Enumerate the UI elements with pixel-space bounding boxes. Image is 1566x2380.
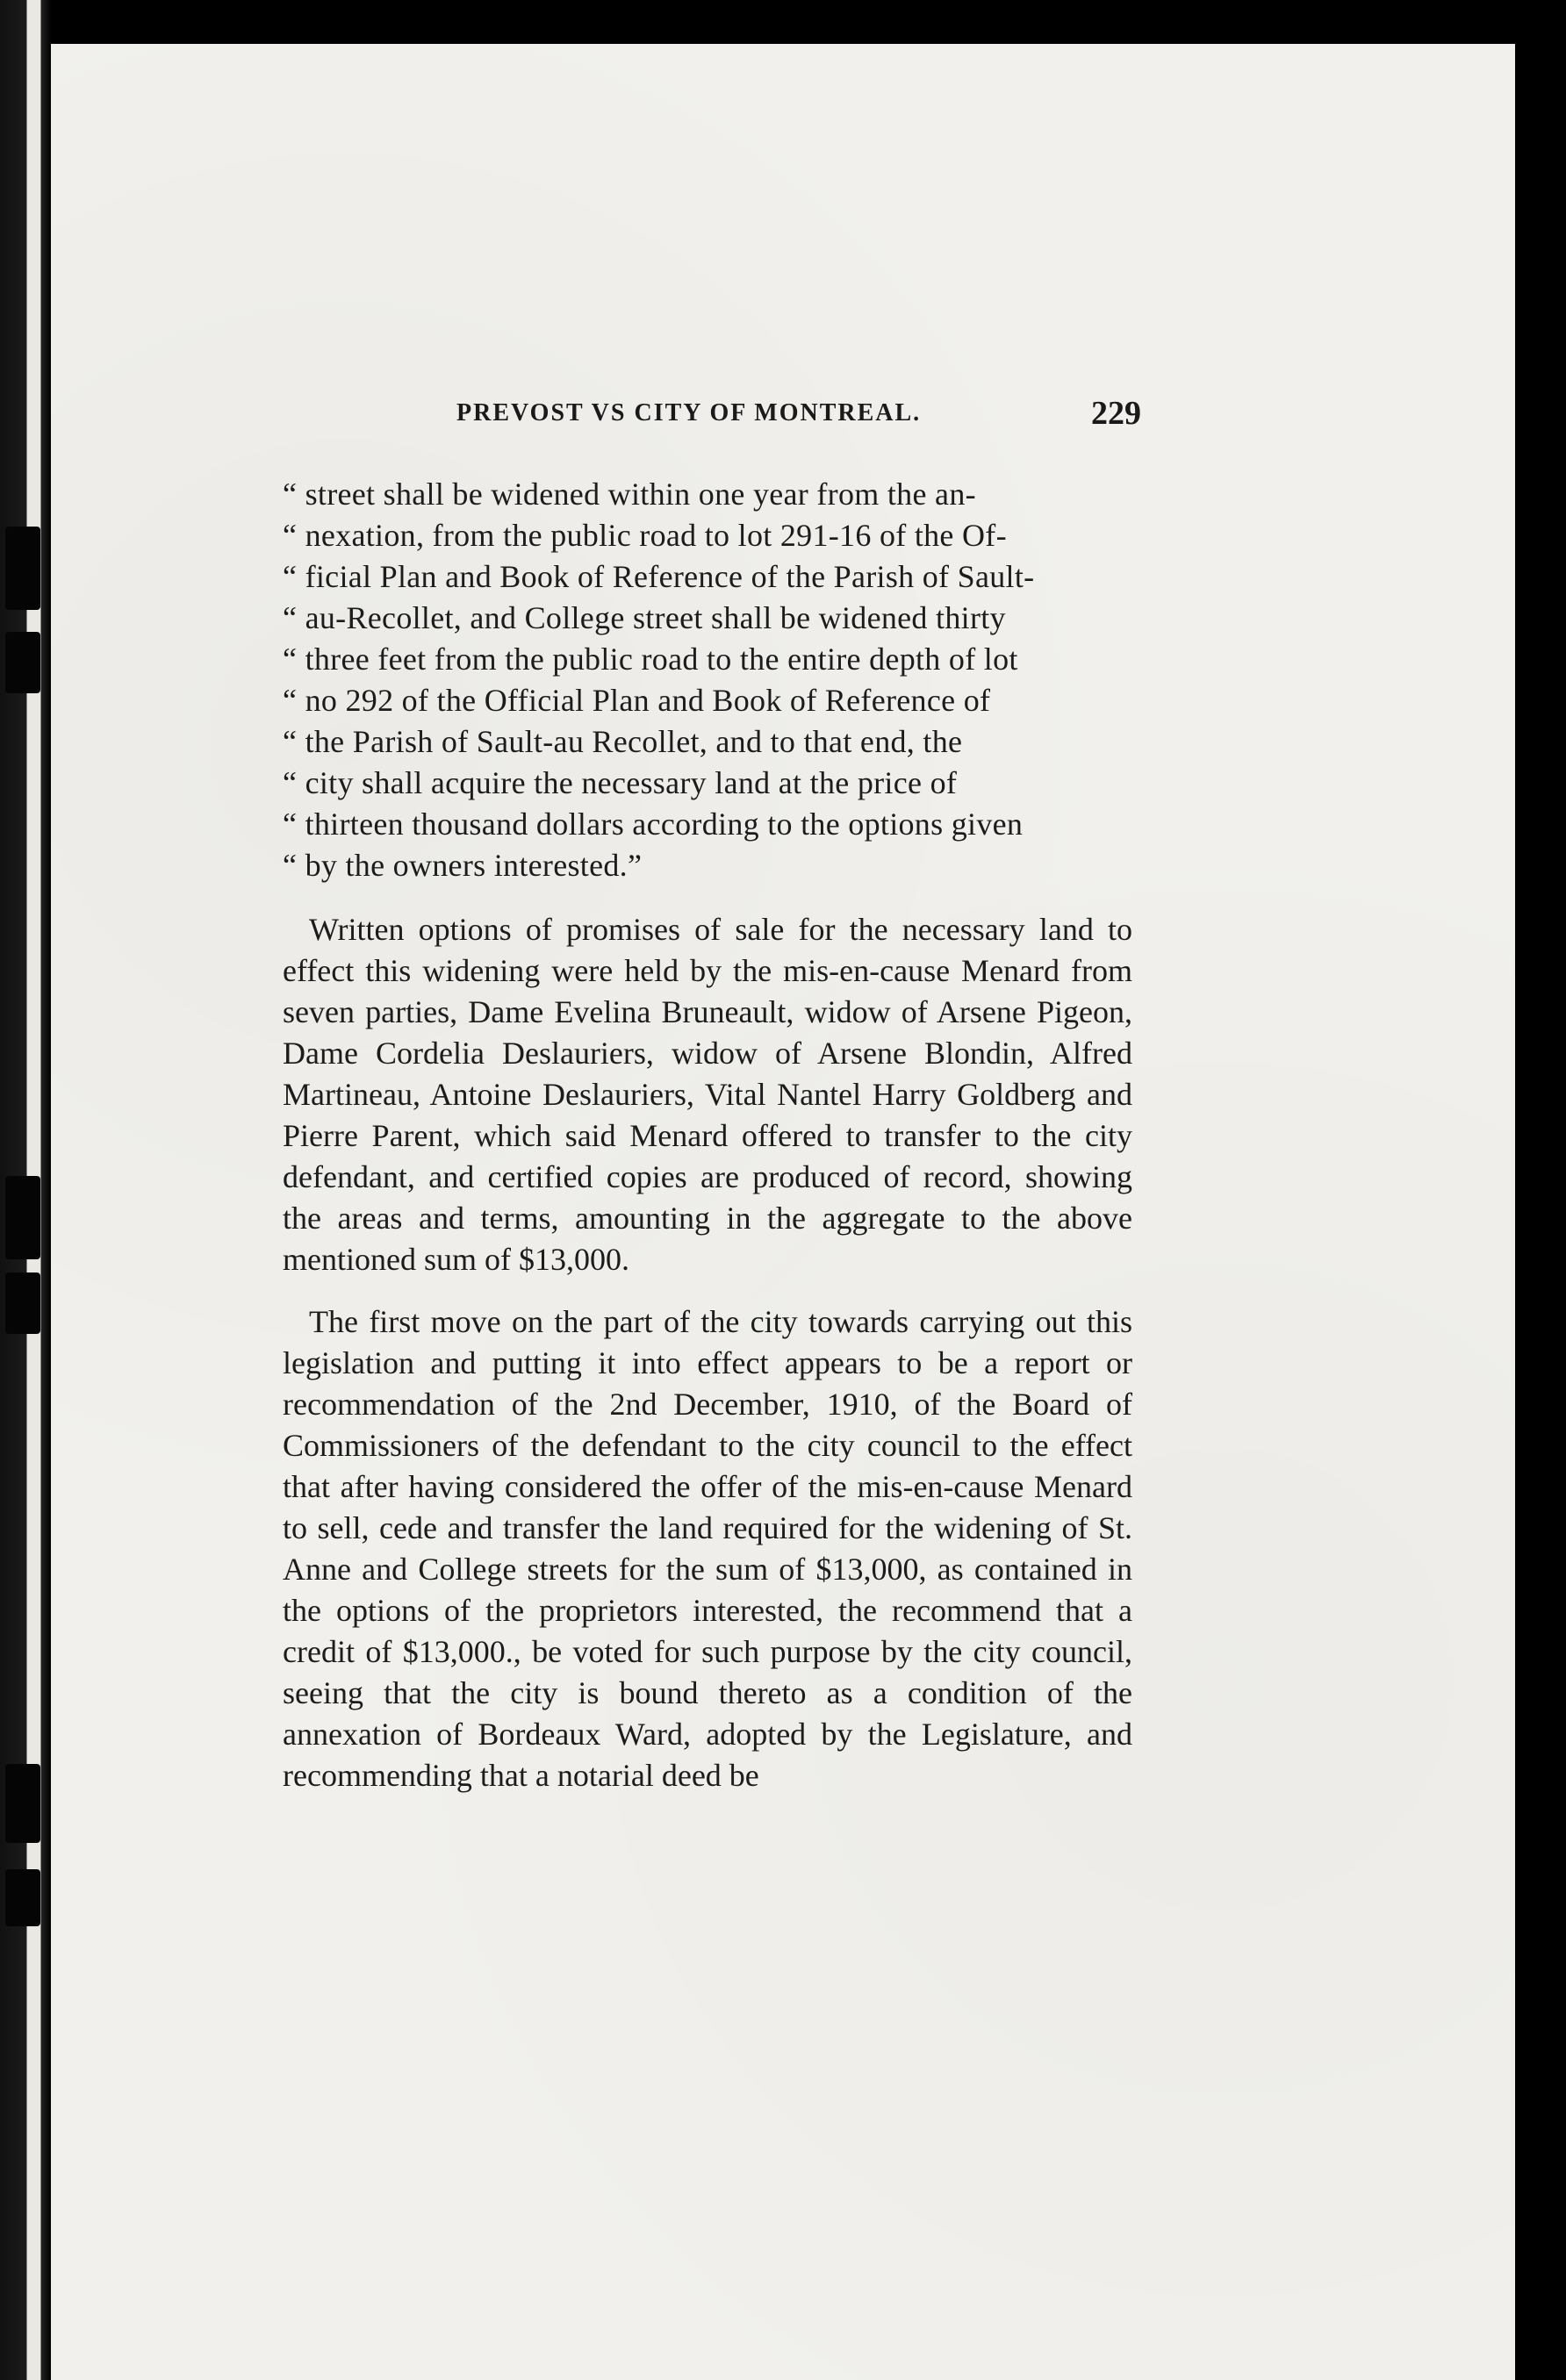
- quoted-statute-block: [283, 474, 1132, 886]
- quote-line: “ nexation, from the public road to lot 291-16 of the Of-: [283, 518, 1007, 553]
- binding-mark: [5, 632, 40, 693]
- paragraph-first-move: The first move on the part of the city towards carrying out this legislation and putting it into effect appears to be a report or recommendation of the 2nd December, 1910, of the Board of Commissioners of the defendant to the city council to the effect that after having considered the offer of the mis-en-cause Menard to sell, cede and transfer the land required for the widening of St. Anne and College streets for the sum of $13,000, as contained in the options of the proprietors interested, the recommend that a credit of $13,000., be voted for such purpose by the city council, seeing that the city is bound thereto as a condition of the annexation of Bordeaux Ward, adopted by the Legislature, and recommending that a notarial deed be: [283, 1304, 1132, 1793]
- quote-line: “ ficial Plan and Book of Reference of the Parish of Sault-: [283, 559, 1035, 594]
- running-head: PREVOST VS CITY OF MONTREAL.: [456, 399, 922, 427]
- quote-line: “ thirteen thousand dollars according to the options given: [283, 806, 1024, 842]
- binding-mark: [5, 1176, 40, 1259]
- quote-line: “ city shall acquire the necessary land at the price of: [283, 765, 958, 800]
- quote-line: “ three feet from the public road to the entire depth of lot: [283, 642, 1018, 677]
- binding-mark: [5, 1272, 40, 1334]
- quote-line: “ street shall be widened within one year from the an-: [283, 477, 976, 512]
- quote-line: “ the Parish of Sault-au Recollet, and to that end, the: [283, 724, 963, 759]
- binding-mark: [5, 1869, 40, 1926]
- page-number: 229: [1091, 395, 1141, 432]
- binding-mark: [5, 1764, 40, 1843]
- binding-mark: [5, 527, 40, 610]
- paragraph-written-options: Written options of promises of sale for the necessary land to effect this widening were held by the mis-en-cause Menard from seven parties, Dame Evelina Bruneault, widow of Arsene Pigeon, Dame Cordelia Deslauriers, widow of Arsene Blondin, Alfred Martineau, Antoine Deslauriers, Vital Nantel Harry Goldberg and Pierre Parent, which said Menard offered to transfer to the city defendant, and certified copies are produced of record, showing the areas and terms, amounting in the aggregate to the above mentioned sum of $13,000.: [283, 912, 1132, 1277]
- quote-line: “ au-Recollet, and College street shall be widened thirty: [283, 600, 1006, 635]
- quote-line: “ no 292 of the Official Plan and Book of Reference of: [283, 683, 991, 718]
- quote-line: “ by the owners interested.”: [283, 848, 643, 883]
- page-body: [283, 474, 1132, 1817]
- book-binding-edge: [0, 0, 51, 2380]
- page-header: [456, 395, 1141, 443]
